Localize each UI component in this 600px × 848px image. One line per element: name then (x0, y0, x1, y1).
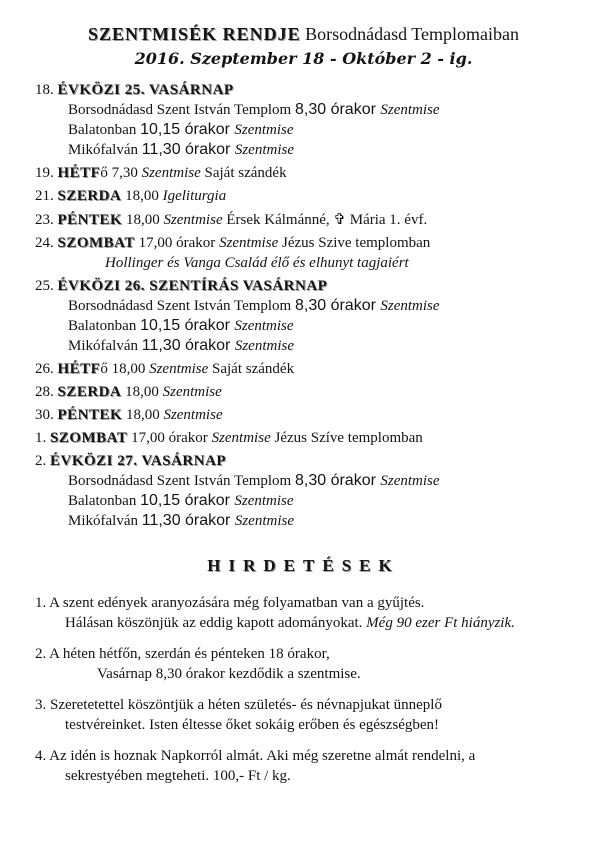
announcement-item (35, 593, 572, 633)
text-segment: HÉTF (57, 361, 101, 377)
text-segment: Balatonban (68, 122, 141, 138)
text-segment: 17,00 órakor (134, 235, 220, 251)
text-segment: 4. Az idén is hoznak Napkorról almát. Aki még szeretne almát rendelni, a (35, 748, 476, 764)
text-segment: Szentmise (380, 102, 440, 118)
text-segment: ÉVKÖZI 25. VASÁRNAP (57, 82, 234, 98)
text-segment: Mikófalván (68, 338, 142, 354)
text-segment: 21. (35, 188, 58, 204)
text-segment: HÉTF (57, 165, 101, 181)
text-segment: Szentmise (211, 430, 275, 446)
text-segment: 30. (35, 407, 58, 423)
text-segment: 18,00 (121, 384, 163, 400)
schedule-line (35, 209, 572, 230)
text-segment: Szentmise (234, 318, 294, 334)
date-range-subtitle: 2016. Szeptember 18 - Október 2 - ig. (134, 49, 473, 68)
text-segment: 1. A szent edények aranyozására még folyamatban van a gyűjtés. (35, 595, 425, 611)
text-segment: Hálásan köszönjük az eddig kapott adományokat. (65, 615, 367, 631)
schedule-line (35, 451, 572, 471)
text-segment: 25. (35, 278, 58, 294)
text-segment: Szentmise (380, 473, 440, 489)
announcement-item (35, 695, 572, 735)
text-segment: ő 7,30 (100, 165, 142, 181)
text-segment: SZERDA (57, 188, 122, 204)
schedule-line (35, 253, 572, 273)
text-segment: 23. (35, 212, 58, 228)
text-segment: Mária 1. évf. (345, 212, 428, 228)
text-segment: Szentmise (234, 493, 294, 509)
schedule-line (35, 163, 572, 183)
announcement-line (35, 613, 572, 633)
text-segment: 18. (35, 82, 58, 98)
text-segment: 8,30 órakor (294, 297, 381, 314)
text-segment: ő 18,00 (100, 361, 150, 377)
announcement-line (35, 766, 572, 786)
page-title (35, 24, 572, 45)
text-segment: 18,00 (122, 407, 164, 423)
text-segment: 10,15 órakor (140, 492, 235, 509)
text-segment: Jézus Szíve templomban (274, 430, 423, 446)
schedule-line (35, 296, 572, 316)
schedule-line (35, 428, 572, 448)
text-segment: Szentmise (162, 384, 222, 400)
text-segment: Érsek Kálmánné, (226, 212, 334, 228)
text-segment: ÉVKÖZI 26. SZENTÍRÁS VASÁRNAP (57, 278, 328, 294)
text-segment: Borsodnádasd Szent István Templom (68, 102, 295, 118)
mass-schedule (35, 80, 572, 531)
text-segment: Balatonban (68, 493, 141, 509)
text-segment: Szentmise (234, 142, 294, 158)
text-segment: Szentmise (149, 361, 213, 377)
text-segment: Szentmise (380, 298, 440, 314)
text-segment: 8,30 órakor (294, 472, 381, 489)
schedule-line (35, 491, 572, 511)
text-segment: 11,30 órakor (141, 337, 235, 354)
schedule-line (35, 100, 572, 120)
text-segment: ÉVKÖZI 27. VASÁRNAP (50, 453, 227, 469)
text-segment: Jézus Szive templomban (281, 235, 431, 251)
text-segment: Hollinger és Vanga Család élő és elhunyt tagjaiért (105, 255, 409, 271)
announcements-list (35, 593, 572, 786)
title-location: Borsodnádasd Templomaiban (300, 24, 519, 44)
schedule-line (35, 80, 572, 100)
schedule-line (35, 471, 572, 491)
text-segment: SZOMBAT (50, 430, 128, 446)
title-decorative: SZENTMISÉK RENDJE (88, 24, 301, 44)
text-segment: Balatonban (68, 318, 141, 334)
text-segment: 11,30 órakor (141, 141, 235, 158)
announcement-item (35, 644, 572, 684)
text-segment: Szentmise (234, 122, 294, 138)
text-segment: Igeliturgia (162, 188, 227, 204)
text-segment: Borsodnádasd Szent István Templom (68, 298, 295, 314)
announcement-line (35, 644, 572, 664)
text-segment: 1. (35, 430, 50, 446)
announcement-line (35, 746, 572, 766)
text-segment: Szentmise (141, 165, 205, 181)
text-segment: SZOMBAT (57, 235, 135, 251)
text-segment: 19. (35, 165, 58, 181)
text-segment: Szentmise (234, 338, 294, 354)
announcement-line (35, 664, 572, 684)
text-segment: testvéreinket. Isten éltesse őket sokáig erőben és egészségben! (65, 717, 440, 733)
schedule-line (35, 186, 572, 206)
announcement-line (35, 593, 572, 613)
schedule-line (35, 405, 572, 425)
text-segment: 3. Szeretetettel köszöntjük a héten születés- és névnapjukat ünneplő (35, 697, 442, 713)
schedule-line (35, 233, 572, 253)
text-segment: Szentmise (163, 212, 227, 228)
announcement-line (35, 715, 572, 735)
text-segment: 28. (35, 384, 58, 400)
text-segment: 10,15 órakor (140, 317, 235, 334)
text-segment: 10,15 órakor (140, 121, 235, 138)
text-segment: 8,30 órakor (294, 101, 381, 118)
schedule-line (35, 140, 572, 160)
text-segment: PÉNTEK (57, 407, 123, 423)
text-segment: Saját szándék (204, 165, 287, 181)
text-segment: 18,00 (122, 212, 164, 228)
text-segment: sekrestyében megteheti. 100,- Ft / kg. (65, 768, 291, 784)
schedule-line (35, 336, 572, 356)
text-segment: ✞ (333, 210, 346, 228)
text-segment: Borsodnádasd Szent István Templom (68, 473, 295, 489)
announcements-title: HIRDETÉSEK (207, 556, 400, 575)
text-segment: 17,00 órakor (127, 430, 212, 446)
text-segment: Vasárnap 8,30 órakor kezdődik a szentmise. (97, 666, 361, 682)
text-segment: Szentmise (234, 513, 294, 529)
announcement-line (35, 695, 572, 715)
text-segment: 2. (35, 453, 50, 469)
text-segment: 24. (35, 235, 58, 251)
text-segment: Mikófalván (68, 513, 142, 529)
text-segment: Még 90 ezer Ft hiányzik. (366, 615, 515, 631)
text-segment: Szentmise (219, 235, 282, 251)
text-segment: 18,00 (121, 188, 163, 204)
text-segment: 2. A héten hétfőn, szerdán és pénteken 18 órakor, (35, 646, 330, 662)
text-segment: Szentmise (163, 407, 223, 423)
text-segment: 11,30 órakor (141, 512, 235, 529)
text-segment: SZERDA (57, 384, 122, 400)
schedule-line (35, 276, 572, 296)
schedule-line (35, 511, 572, 531)
schedule-line (35, 382, 572, 402)
text-segment: Saját szándék (212, 361, 295, 377)
schedule-line (35, 120, 572, 140)
text-segment: PÉNTEK (57, 212, 123, 228)
text-segment: Mikófalván (68, 142, 142, 158)
schedule-line (35, 316, 572, 336)
schedule-line (35, 359, 572, 379)
announcement-item (35, 746, 572, 786)
text-segment: 26. (35, 361, 58, 377)
